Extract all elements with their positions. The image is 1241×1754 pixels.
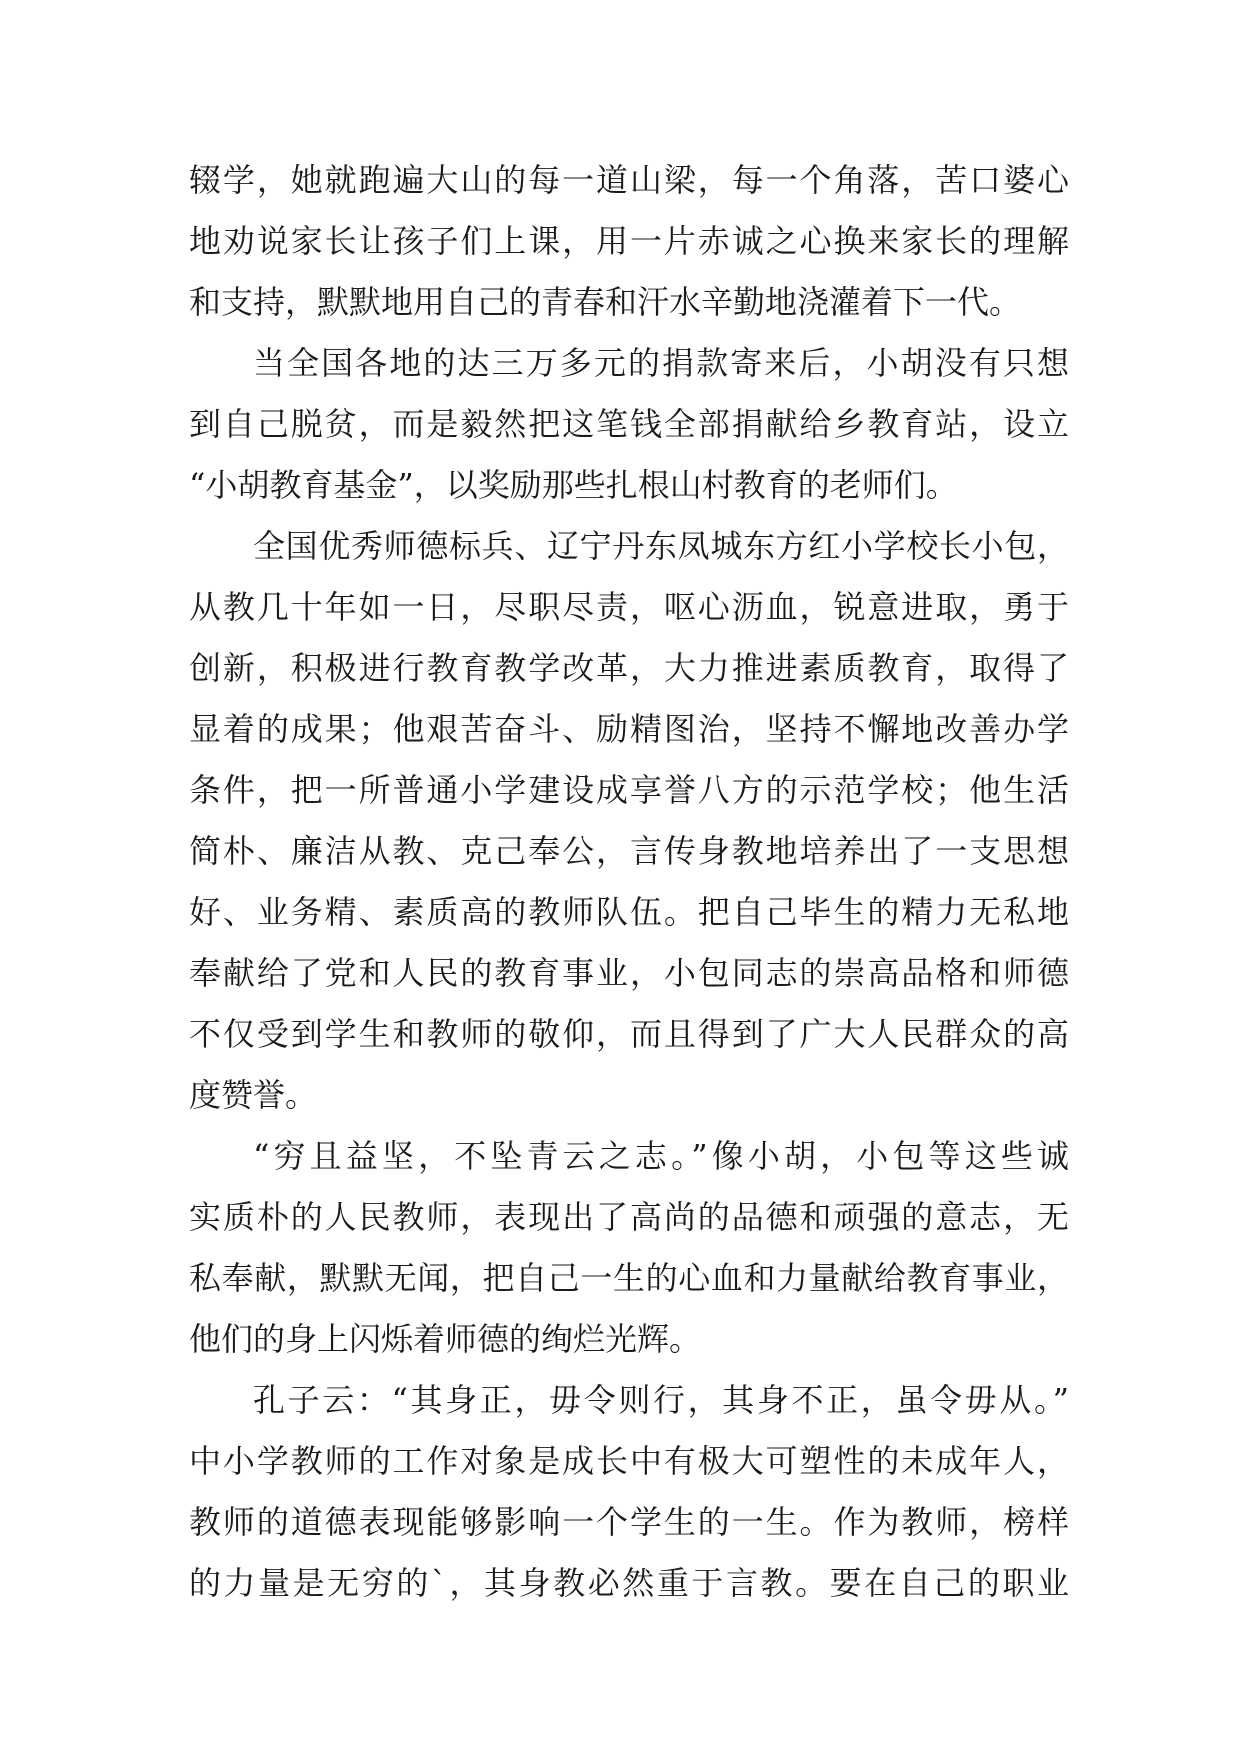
text-line: 到自己脱贫，而是毅然把这笔钱全部捐献给乡教育站，设立 [189, 405, 1069, 443]
text-line: 私奉献，默默无闻，把自己一生的心血和力量献给教育事业， [189, 1259, 1069, 1297]
text-line: 从教几十年如一日，尽职尽责，呕心沥血，锐意进取，勇于 [189, 588, 1069, 626]
text-line: 度赞誉。 [189, 1076, 318, 1114]
text-line: “穷且益坚，不坠青云之志。”像小胡，小包等这些诚 [253, 1137, 1069, 1175]
text-line: 辍学，她就跑遍大山的每一道山梁，每一个角落，苦口婆心 [189, 161, 1069, 199]
text-line: 和支持，默默地用自己的青春和汗水辛勤地浇灌着下一代。 [189, 283, 1022, 321]
text-line: 他们的身上闪烁着师德的绚烂光辉。 [189, 1320, 702, 1358]
text-line: 中小学教师的工作对象是成长中有极大可塑性的未成年人， [189, 1442, 1069, 1480]
text-line: 好、业务精、素质高的教师队伍。把自己毕生的精力无私地 [189, 893, 1069, 931]
text-line: 创新，积极进行教育教学改革，大力推进素质教育，取得了 [189, 649, 1069, 687]
text-line: 显着的成果；他艰苦奋斗、励精图治，坚持不懈地改善办学 [189, 710, 1069, 748]
text-line: 奉献给了党和人民的教育事业，小包同志的崇高品格和师德 [189, 954, 1069, 992]
text-line: 的力量是无穷的`，其身教必然重于言教。要在自己的职业 [189, 1564, 1069, 1602]
text-line: “小胡教育基金”，以奖励那些扎根山村教育的老师们。 [189, 466, 958, 504]
text-line: 简朴、廉洁从教、克己奉公，言传身教地培养出了一支思想 [189, 832, 1069, 870]
text-line: 教师的道德表现能够影响一个学生的一生。作为教师，榜样 [189, 1503, 1069, 1541]
text-line: 实质朴的人民教师，表现出了高尚的品德和顽强的意志，无 [189, 1198, 1069, 1236]
text-line: 孔子云：“其身正，毋令则行，其身不正，虽令毋从。” [253, 1381, 1069, 1419]
document-body [189, 150, 1069, 1614]
text-line: 地劝说家长让孩子们上课，用一片赤诚之心换来家长的理解 [189, 222, 1069, 260]
text-line: 全国优秀师德标兵、辽宁丹东凤城东方红小学校长小包， [253, 527, 1069, 565]
text-line: 条件，把一所普通小学建设成享誉八方的示范学校；他生活 [189, 771, 1069, 809]
text-line: 当全国各地的达三万多元的捐款寄来后，小胡没有只想 [253, 344, 1069, 382]
text-line: 不仅受到学生和教师的敬仰，而且得到了广大人民群众的高 [189, 1015, 1069, 1053]
